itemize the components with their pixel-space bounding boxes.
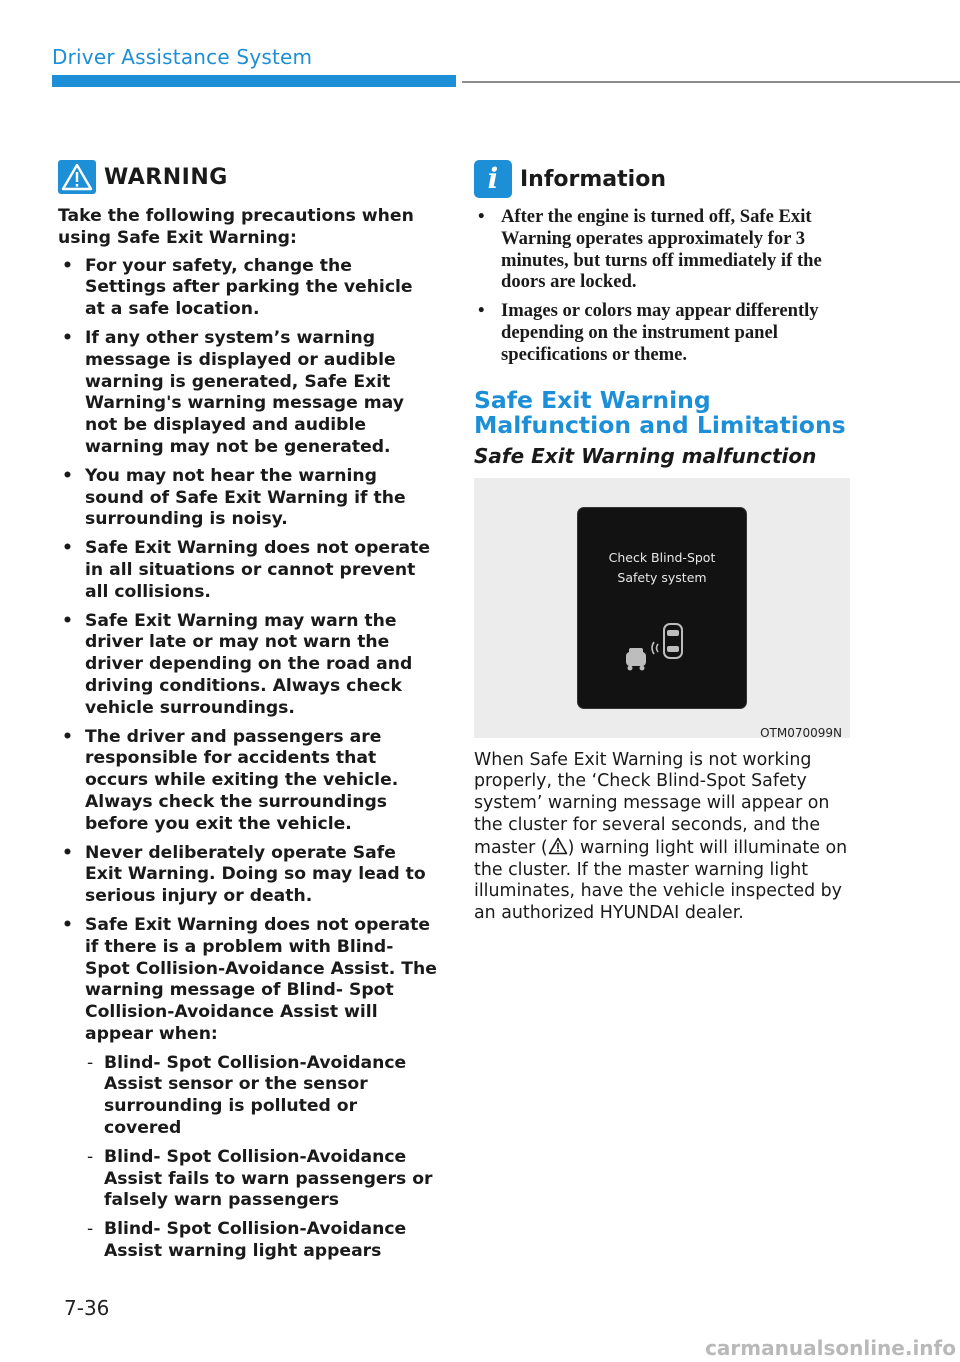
warning-title: WARNING bbox=[104, 164, 228, 190]
info-icon-letter: i bbox=[487, 162, 499, 195]
cluster-figure bbox=[474, 478, 850, 738]
information-list bbox=[474, 206, 854, 366]
list-item: • If any other system’s warning message is displayed or audible warning is generated, Safe Exit Warning's warning message may not be displayed and audible warning may not be generated. bbox=[58, 328, 438, 459]
page-number: 7-36 bbox=[64, 1296, 110, 1320]
list-item bbox=[58, 915, 438, 1263]
info-icon bbox=[474, 160, 512, 198]
section-title: Safe Exit Warning Malfunction and Limitations bbox=[474, 385, 846, 439]
information-title: Information bbox=[520, 166, 666, 192]
body-text-part: ) warning light will illuminate on the cluster. If the master warning light illuminates, have the vehicle inspected by an authorized HYUNDAI dealer. bbox=[474, 837, 848, 924]
section-subtitle: Safe Exit Warning malfunction bbox=[474, 443, 817, 468]
list-item: • Images or colors may appear differently depending on the instrument panel specifications or theme. bbox=[474, 300, 854, 365]
sub-list-item: - Blind- Spot Collision-Avoidance Assist sensor or the sensor surrounding is polluted or covered bbox=[85, 1053, 438, 1140]
malfunction-description bbox=[474, 750, 854, 925]
warning-sublist bbox=[85, 1053, 438, 1263]
cluster-message bbox=[578, 548, 746, 588]
master-warning-icon bbox=[548, 837, 568, 855]
warning-triangle-icon bbox=[58, 160, 96, 194]
header-accent-bar bbox=[52, 75, 456, 87]
list-item-text: Safe Exit Warning does not operate if there is a problem with Blind- Spot Collision-Avoidance Assist. The warning message of Blind- Spot Collision-Avoidance Assist will appear when: bbox=[85, 914, 437, 1044]
warning-list bbox=[58, 256, 438, 1263]
list-item: • You may not hear the warning sound of Safe Exit Warning if the surrounding is noisy. bbox=[58, 466, 438, 531]
list-item: • Safe Exit Warning does not operate in all situations or cannot prevent all collisions. bbox=[58, 538, 438, 603]
watermark: carmanualsonline.info bbox=[705, 1336, 956, 1360]
warning-heading bbox=[58, 160, 438, 194]
list-item: • Safe Exit Warning may warn the driver late or may not warn the driver depending on the road and driving conditions. Always check vehicle surroundings. bbox=[58, 611, 438, 720]
list-item: • For your safety, change the Settings after parking the vehicle at a safe location. bbox=[58, 256, 438, 321]
list-item: • Never deliberately operate Safe Exit Warning. Doing so may lead to serious injury or death. bbox=[58, 843, 438, 908]
list-item: • The driver and passengers are responsible for accidents that occurs while exiting the vehicle. Always check the surroundings before you exit the vehicle. bbox=[58, 727, 438, 836]
left-column bbox=[58, 160, 438, 1270]
header-rule bbox=[462, 81, 960, 83]
header-title: Driver Assistance System bbox=[52, 45, 313, 69]
car-sensor-icon bbox=[618, 620, 708, 680]
body-text-part: When Safe Exit Warning is not working properly, the ‘Check Blind-Spot Safety system’ warning message will appear on the cluster for several seconds, and the master ( bbox=[474, 749, 830, 858]
cluster-message-line: Check Blind-Spot bbox=[608, 549, 716, 565]
sub-list-item: - Blind- Spot Collision-Avoidance Assist fails to warn passengers or falsely warn passengers bbox=[85, 1147, 438, 1212]
list-item: • After the engine is turned off, Safe Exit Warning operates approximately for 3 minutes, but turns off immediately if the doors are locked. bbox=[474, 206, 854, 293]
warning-intro: Take the following precautions when using Safe Exit Warning: bbox=[58, 206, 414, 248]
cluster-message-line: Safety system bbox=[617, 569, 707, 585]
right-column bbox=[474, 160, 854, 925]
sub-list-item: - Blind- Spot Collision-Avoidance Assist warning light appears bbox=[85, 1219, 438, 1263]
information-heading bbox=[474, 160, 854, 198]
figure-code: OTM070099N bbox=[760, 725, 842, 740]
cluster-display bbox=[578, 508, 746, 708]
